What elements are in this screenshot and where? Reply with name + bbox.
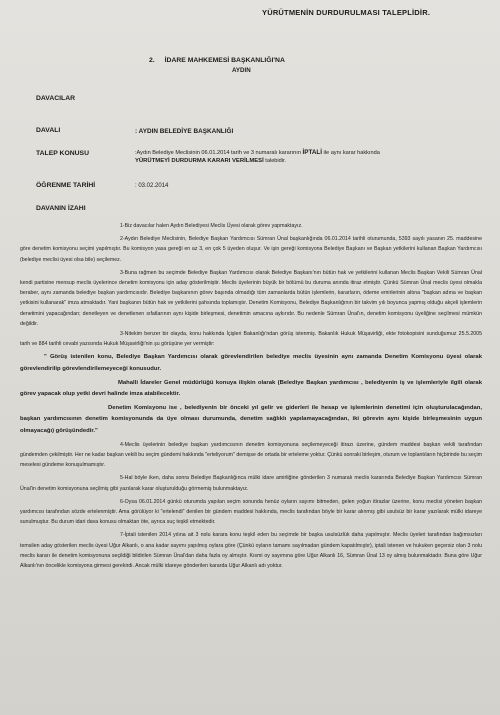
urgent-request-heading: YÜRÜTMENİN DURDURULMASI TALEPLİDİR. <box>262 8 431 17</box>
request-subject-line-2 <box>135 158 286 164</box>
paragraph-1: 1-Biz davacılar halen Aydın Belediyesi Meclis Üyesi olarak görev yapmaktayız. <box>120 223 303 229</box>
request-subject-label: TALEP KONUSU <box>36 150 89 157</box>
defendant-label: DAVALI <box>36 127 61 134</box>
request-subject-stay: YÜRÜTMEYİ DURDURMA KARARI VERİLMESİ <box>135 158 264 164</box>
paragraph-2: 2-Aydın Belediye Meclisinin, Belediye Başkan Yardımcısı Sümran Ünal başkanlığında 06.01.2014 tarihli oturumunda, 5393 sayılı yasanın 25. maddesine göre denetim komisyonu seçimi yapılmıştır. Bu komisyon yasa gereği en az 3, en çok 5 üyeden oluşur. Ve işin gereği komisyona Belediye Başkanı ve Başkan yetkilerini kullanan Başkan Yardımcısı (belediye meclisi üyesi olsa bile) seçilemez. <box>20 236 482 263</box>
request-subject-text-3: talebidir. <box>263 158 287 164</box>
court-heading <box>149 57 285 64</box>
paragraph-3: 3-Buna rağmen bu seçimde Belediye Başkan Yardımcısı olarak Belediye Başkanı'nın bütün hak ve yetkilerini kullanan Meclis Başkan Vekili Sümran Ünal kendi partisine mensup meclis üyelerince denetim komisyonu için aday gösterilmiştir. Meclis üyelerinin büyük bir bölümü bu duruma anında itiraz etmiştir. Çünkü Sümran Ünal meclis üyesi olmakla beraber, aynı zamanda belediye başkan yardımcısıdır. Belediye başkanının görev başında olmadığı tüm zamanlarda bütün işlemlerin, kararların, ödeme emirlerinin altına "başkan adına ve başkan yetkisini kullanarak" imza atmaktadır. Yani başkanın bütün hak ve yetkilerini şahsında toplamıştır. Denetim Komisyonu, Belediye Başkanlığının bir takvim yılı boyunca yapmış olduğu akçeli işlemlerin denetimini yapacağından; denetleyen ve denetlenen sıfatlarının aynı kişide birleşmesi, denetimin amacına aykırıdır. Bu nedenle Sümran Ünal'ın, denetim komisyonu üyeliğine seçilmesi mümkün değildir. <box>20 269 482 327</box>
paragraph-8: 7-İptali istenilen 2014 yılına ait 3 nolu karara konu teşkil eden bu seçimde bir başka usulsüzlük daha yapılmıştır. Meclis üyeleri tarafından bağımsızları temsilen aday gösterilen meclis üyesi Uğur Alkanlı, o ana kadar sayımı yapılmış oylara göre (Çünkü oyların tamamı sayılmadan gündem kapatılmıştır), iptali istenen ve hukuken geçersiz olan 3 nolu meclis kararı ile denetim komisyonuna seçildiği bildirilen Sümran Ünal'dan daha fazla oy almıştır. Kısmi oy sayımına göre Uğur Alkanlı 16, Sümran Ünal 13 oy almış bulunmaktadır. Buna göre Uğur Alkanlı'nın öncelikle komisyona girmesi gerekirdi. Ancak mülki idareye gönderilen kararda Uğur Alkanlı adı yoktur. <box>20 532 482 570</box>
request-subject-cancel: İPTALİ <box>302 149 322 156</box>
learning-date-label: ÖĞRENME TARİHİ <box>36 182 96 189</box>
court-name: İDARE MAHKEMESİ BAŞKANLIĞI'NA <box>164 57 285 64</box>
case-explanation-label: DAVANIN İZAHI <box>36 205 86 212</box>
court-number: 2. <box>149 57 155 64</box>
request-subject-text-1: :Aydın Belediye Meclisinin 06.01.2014 tarih ve 3 numaralı kararının <box>135 150 303 156</box>
paragraph-5: 4-Meclis üyelerinin belediye başkan yardımcısının denetim komisyonuna seçilemeyeceği itirazı üzerine, gündem maddesi başkan vekili tarafından gündemden çekilmiştir. Her ne kadar başkan vekili bu seçim gündemi hakkında "erteliyorum" demişse de ortada bir erteleme yoktur. Çünkü sonraki birleşim, oturum ve toplantıların hiçbirinde bu seçim meselesi gündeme konuşulmamıştır. <box>20 441 482 469</box>
quote-3: Denetim Komisyonu ise , belediyenin bir önceki yıl gelir ve giderleri ile hesap ve işlemlerinin denetimi için oluşturulacağından, başkan yardımcısının denetim komisyonunda da üye olması durumunda, denetim sağlıklı yapılamayacağından, iki görevin aynı kişide birleşmesinin uygun olmayacağı) görüşündedir." <box>20 405 482 434</box>
defendant-value: : AYDIN BELEDİYE BAŞKANLIĞI <box>135 128 234 135</box>
learning-date-value: : 03.02.2014 <box>135 183 169 189</box>
request-subject-text-2: ile aynı karar hakkında <box>321 150 380 156</box>
court-city: AYDIN <box>232 67 251 74</box>
paragraph-6: 5-Hal böyle iken, daha sonra Belediye Başkanlığınca mülki idare amirliğine gönderilen 3 numaralı meclis kararında Belediye Başkan Yardımcısı Sümran Ünal'in denetim komisyonuna seçilmiş gibi yazılarak karar oluşturulduğu görmemiş bulunmaktayız. <box>20 475 482 492</box>
quote-2: Mahalli İdareler Genel müdürlüğü konuya ilişkin olarak (Belediye Başkan yardımcısı , belediyenin iş ve işlemleriyle ilgili olarak görev yapacak olup yetki devri halinde imza atabilecektir. <box>20 379 482 398</box>
paragraph-4: 3-Nitekim benzer bir olayda, konu hakkında İçişleri Bakanlığı'ndan görüş istenmiş. Bakanlık Hukuk Müşavirliği, ekte fotokopisini sunduğumuz 25.5.2005 tarih ve 884 tarihli cevabi yazısında Hukuk Müşavirliği'nin şu görüşüne yer vermiştir: <box>20 331 482 348</box>
quote-1: " Görüş istenilen konu, Belediye Başkan Yardımcısı olarak görevlendirilen belediye meclis üyesinin aynı zamanda Denetim Komisyonu üyesi olarak görevlendirilip görevlendirilemeyeceği konusudur. <box>20 354 482 372</box>
request-subject-line-1 <box>135 149 380 156</box>
plaintiffs-label: DAVACILAR <box>36 95 76 102</box>
case-body <box>20 221 482 571</box>
paragraph-7: 6-Oysa 06.01.2014 günkü oturumda yapılan seçim sonunda henüz oyların sayımı bitmeden, gelen yoğun itirazlar üzerine, konu meclisi yöneten başkan yardımcısı tarafından sözde ertelenmiştir. Ama görülüyor ki "ertelendi" denilen bir gündem maddesi hakkında, meclis tarafından böyle bir karar alınmış gibi usulsüz bir karar yazılarak mülki idareye sunulmuştur. Bu durum idari dava konusu olmaktan öte, ayrıca suç teşkil etmektedir. <box>20 498 482 526</box>
